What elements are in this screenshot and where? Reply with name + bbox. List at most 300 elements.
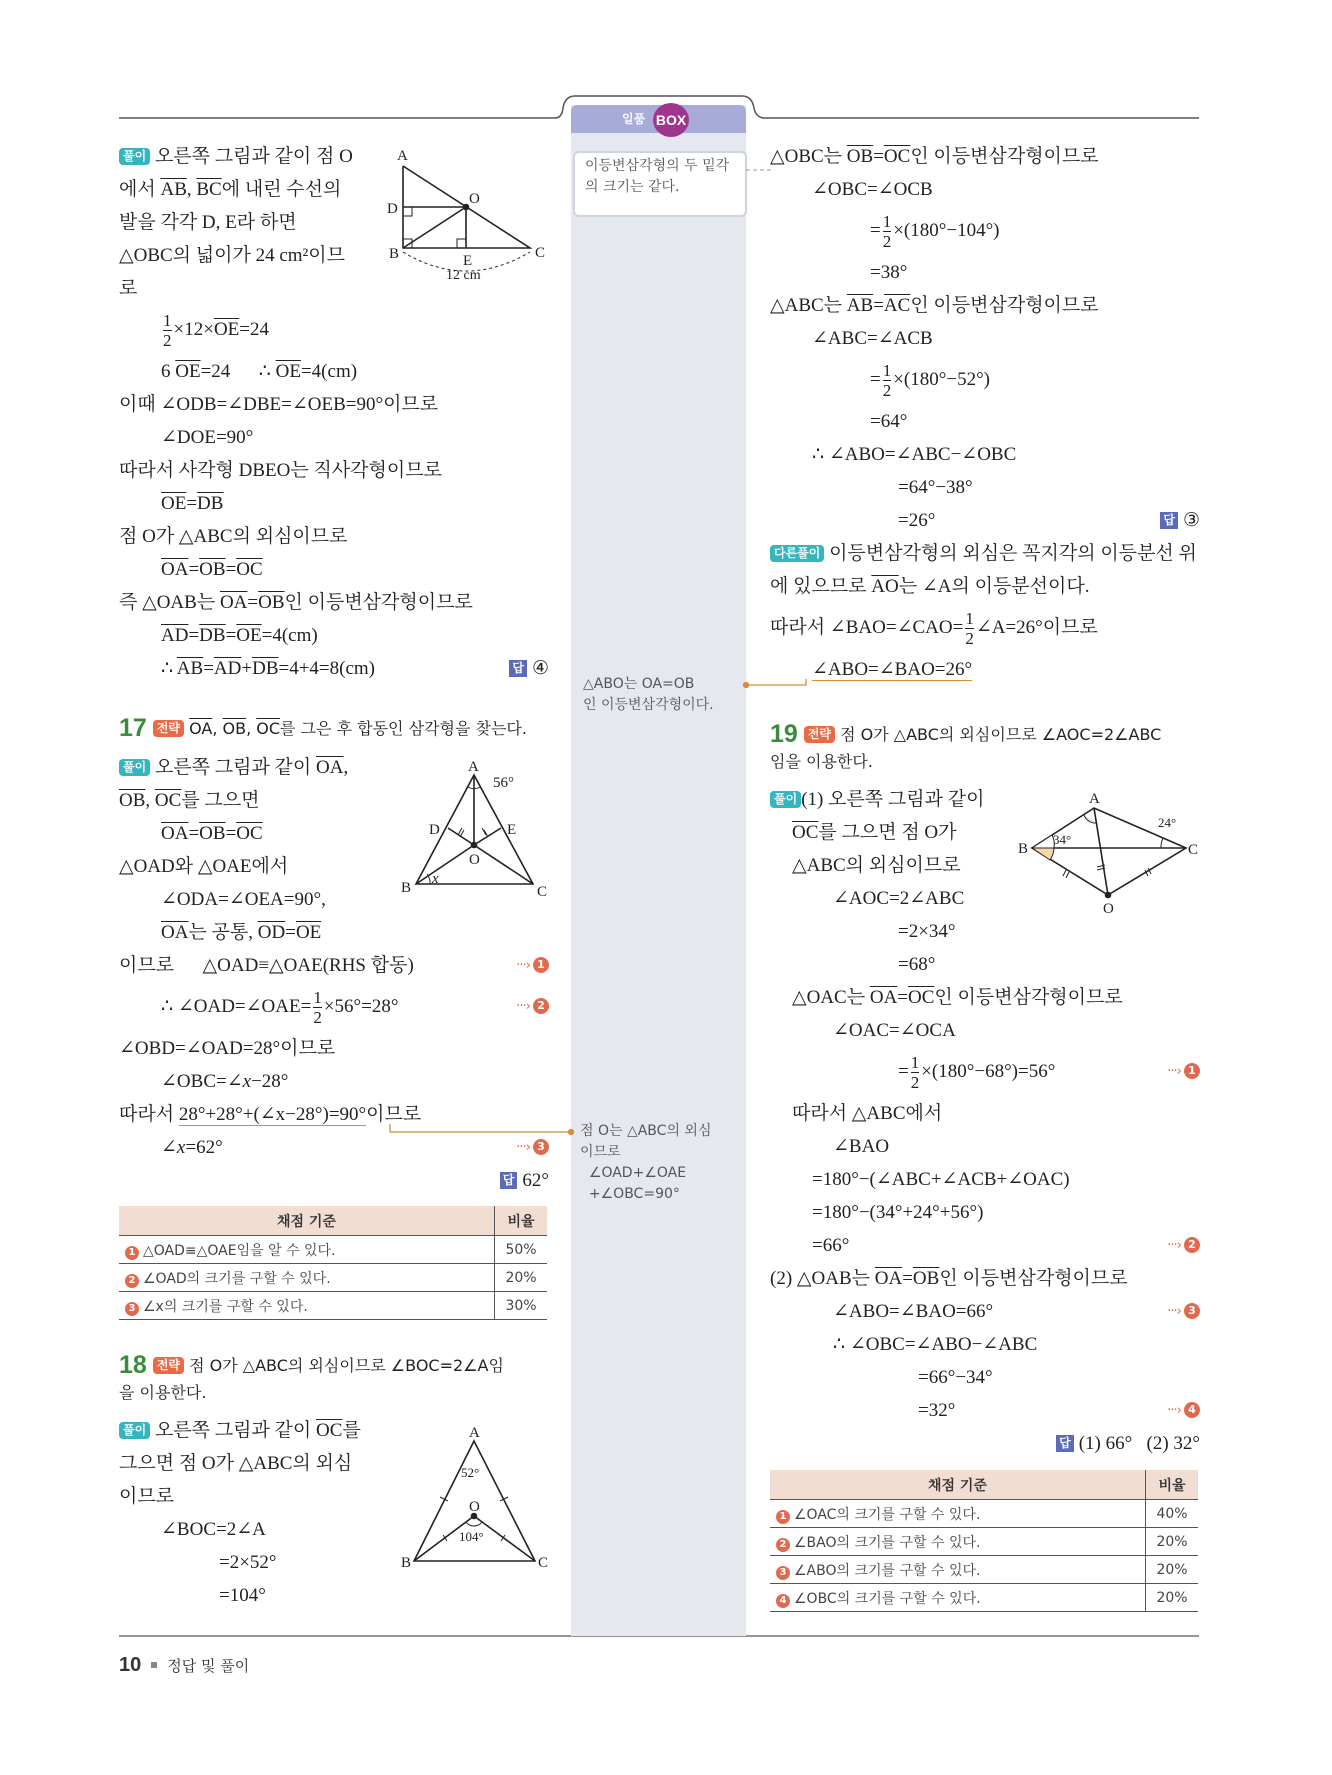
solution-17 [119,751,549,1197]
table-row [770,1500,1198,1528]
solution-line [119,272,549,305]
solution-line [770,256,1200,289]
text-run: ∠OBC=∠OCB [812,179,933,200]
step-marker [516,1131,549,1164]
text-run: 는 공통, [188,922,258,943]
problem-19-header [770,721,1210,775]
label-D: D [387,201,398,217]
solution-line [770,289,1200,322]
answer-icon: 답 [509,660,527,677]
solution-line [770,322,1200,355]
solution-18 [119,1414,549,1612]
footer-title: 정답 및 풀이 [167,1657,250,1675]
table-row [770,1556,1198,1584]
solution-line [770,1427,1200,1460]
text-run: ∴ ∠ABO=∠ABC−∠OBC [812,444,1017,465]
label-B: B [1018,841,1029,857]
label-B: B [401,880,412,896]
solution-badge: 풀이 [770,791,801,808]
numerator: 1 [163,311,172,331]
overline-segment: $\overline{OA}$ [161,559,189,580]
solution-line [770,1047,1200,1097]
text-run: 발을 각각 D, E라 하면 [119,212,297,233]
overline-segment: $\overline{OA}$ [316,757,344,778]
solution-badge: 풀이 [119,148,150,165]
text-run: ×(180°−104°) [893,220,1000,241]
text-run: △OAD와 △OAE에서 [119,856,289,877]
step-number: 1 [533,957,549,973]
text-run: ∠OAC=∠OCA [833,1020,956,1041]
text-run: 에 있으므로 [770,576,872,597]
solution-line [770,1394,1200,1427]
grading-table-19 [770,1470,1198,1612]
solution-line [770,1014,1200,1047]
text-run: 따라서 △ABC에서 [792,1103,943,1124]
label-O: O [469,852,480,868]
solution-line [770,882,1200,915]
solution-line [770,603,1200,653]
answer [1160,504,1200,537]
text-run: =4(cm) [300,361,358,382]
step-number: 4 [776,1594,790,1608]
denominator: 2 [163,331,172,351]
text-run: −28° [251,1071,289,1092]
solution-line [119,1513,549,1546]
step-number: 1 [776,1510,790,1524]
ratio: 40% [1146,1500,1199,1528]
solution-badge: 풀이 [119,1422,150,1439]
text-run: ∠AOC=2∠ABC [833,888,965,909]
overline-segment: $\overline{OE}$ [275,361,301,382]
overline-segment: $\overline{OC}$ [883,146,911,167]
solution-line [119,355,549,388]
step-marker [1167,1295,1200,1328]
text-run: , [212,719,223,738]
overline-segment: $\overline{OC}$ [908,987,935,1008]
solution-line [770,504,1200,537]
problem-number: 17 [119,714,147,742]
strategy-badge: 전략 [804,726,835,743]
solution-line [770,915,1200,948]
table-row [770,1528,1198,1556]
separator-icon [151,1662,157,1668]
text-run: , [186,179,197,200]
solution-line [119,421,549,454]
overline-segment: $\overline{AD}$ [161,625,189,646]
text-run: 이므로 △OAD≡△OAE(RHS 합동) [119,955,414,976]
text-run: 점 O가 △ABC의 외심이므로 [119,526,348,547]
solution-line [119,487,549,520]
step-number: 1 [1184,1063,1200,1079]
text-run: 6 [161,361,176,382]
solution-line [119,1032,549,1065]
ratio: 20% [1146,1528,1199,1556]
text-run: ∴ [161,658,177,679]
solution-line [770,438,1200,471]
overline-segment: $\overline{AD}$ [213,658,242,679]
text-run: 인 이등변삼각형이므로 [910,295,1099,316]
text-run: 점 O가 △ABC의 외심이므로 ∠BOC=2∠A임 [189,1356,504,1375]
strategy-badge: 전략 [153,720,184,737]
overline-segment: $\overline{OB}$ [222,719,247,738]
ratio: 20% [495,1264,548,1292]
numerator: 1 [313,988,322,1008]
step-marker [516,949,549,982]
grading-table-17 [119,1206,547,1320]
text-run: 이등변삼각형의 외심은 꼭지각의 이등분선 위 [824,543,1197,564]
text-run: , [343,757,349,778]
solution-badge: 다른풀이 [770,545,824,562]
text-run: =32° [918,1400,956,1421]
fraction [883,361,892,400]
text-run: 는 ∠A의 이등분선이다. [898,576,1090,597]
solution-line [119,1065,549,1098]
solution-line [119,850,549,883]
problem-number: 19 [770,720,798,748]
overline-segment: $\overline{OC}$ [236,823,263,844]
box-label: BOX [653,103,689,137]
solution-line [119,454,549,487]
text-run: 이때 ∠ODB=∠DBE=∠OEB=90°이므로 [119,394,439,415]
text-run: 에서 [119,179,161,200]
step-marker [1167,1394,1200,1427]
overline-segment: $\overline{BC}$ [196,179,222,200]
text-run: =180°−(34°+24°+56°) [812,1202,984,1223]
solution-line [119,140,549,173]
numerator: 1 [965,609,974,629]
text-run: = [188,625,200,646]
overline-segment: $\overline{OA}$ [161,823,189,844]
text-run: = [902,1268,913,1289]
solution-line [770,1361,1200,1394]
overline-segment: $\overline{OA}$ [869,987,898,1008]
text-run: = [898,1061,909,1082]
overline-segment: $\overline{OA}$ [161,922,189,943]
angle-label: 56° [493,775,514,791]
overline-segment: $\overline{OC}$ [792,822,819,843]
table-header-ratio: 비율 [495,1206,548,1236]
solution-line [770,783,1200,816]
strategy-text-cont: 임을 이용한다. [770,752,873,771]
step-number: 3 [533,1139,549,1155]
text-run: = [188,559,200,580]
fraction [163,311,172,350]
criteria-text: ∠ABO의 크기를 구할 수 있다. [794,1562,981,1579]
overline-segment: $\overline{OB}$ [258,592,285,613]
numerator: 1 [882,212,892,232]
text-run: 인 이등변삼각형이므로 [910,146,1099,167]
answer [500,1164,549,1197]
fraction [883,212,892,251]
denominator: 2 [882,381,892,401]
text-run: = [870,369,881,390]
numerator: 1 [882,361,892,381]
text-run: 오른쪽 그림과 같이 [150,757,317,778]
text-run: ∴ ∠OAD=∠OAE= [161,996,312,1017]
text-run: =4(cm) [261,625,318,646]
text-run: =2×34° [898,921,956,942]
step-number: 3 [125,1302,139,1316]
angle-label-C: 24° [1158,815,1177,830]
step-marker [1167,1047,1200,1097]
step-number: 2 [533,998,549,1014]
overline-segment: $\overline{DB}$ [199,625,226,646]
overline-segment: $\overline{OB}$ [912,1268,940,1289]
label-E: E [463,253,473,269]
text-run: 이므로 [119,1486,175,1507]
solution-line [770,816,1200,849]
solution-line [770,206,1200,256]
text-run: = [188,823,200,844]
solution-line [119,388,549,421]
text-run: ∠A=26°이므로 [975,617,1098,638]
text-run: 를 그은 후 합동인 삼각형을 찾는다. [280,719,527,738]
overline-segment: $\overline{OA}$ [189,719,213,738]
text-run: 따라서 [119,1104,179,1125]
solution-line [119,553,549,586]
text-run: 를 그으면 [181,790,260,811]
underlined-expression: 28°+28°+(∠x−28°)=90° [178,1104,367,1125]
overline-segment: $\overline{OE}$ [175,361,201,382]
solution-badge: 풀이 [119,759,150,776]
text-run: ∠ABO=∠BAO=66° [833,1301,994,1322]
text-run: 를 [342,1420,361,1441]
label-O: O [469,1499,480,1515]
step-number: 2 [776,1538,790,1552]
solution-line [770,1229,1200,1262]
solution-line [119,652,549,685]
text-run: = [285,922,296,943]
solution-line [119,1480,549,1513]
text-run: = [225,823,237,844]
text-run: ∠OBD=∠OAD=28°이므로 [119,1038,336,1059]
label-C: C [535,245,546,261]
text-run: + [241,658,253,679]
table-header-ratio: 비율 [1146,1470,1199,1500]
variable: x [176,1137,186,1158]
text-run: △ABC의 외심이므로 [792,855,961,876]
text-run: ∠BOC=2∠A [161,1519,266,1540]
table-header-criteria: 채점 기준 [119,1206,495,1236]
text-run: = [873,146,884,167]
side-note: △ABO는 OA=OB 인 이등변삼각형이다. [583,676,714,713]
label-A: A [397,148,408,164]
fraction [911,1053,920,1092]
text-run: =180°−(∠ABC+∠ACB+∠OAC) [812,1169,1070,1190]
label-B: B [401,1555,412,1571]
denominator: 2 [313,1008,322,1028]
box-label-prefix: 일품 [622,112,646,126]
angle-label-O: 104° [459,1529,484,1544]
solution-line [119,1131,549,1164]
table-row [119,1292,547,1320]
text-run: △ABC는 [770,295,847,316]
text-run: = [873,295,884,316]
text-run: ∠ [161,1137,177,1158]
solution-line [770,570,1200,603]
text-run: 인 이등변삼각형이므로 [939,1268,1128,1289]
solution-line [119,619,549,652]
solution-line [770,849,1200,882]
text-run: 를 그으면 점 O가 [818,822,957,843]
answer-icon: 답 [500,1172,518,1189]
text-run: 이므로 [366,1104,422,1125]
ratio: 20% [1146,1556,1199,1584]
criteria-text: △OAD≡△OAE임을 알 수 있다. [143,1242,336,1259]
denominator: 2 [910,1073,920,1093]
overline-segment: $\overline{OA}$ [219,592,248,613]
fraction [313,988,322,1027]
solution-line [119,520,549,553]
text-run: 따라서 ∠BAO=∠CAO= [770,617,964,638]
table-row [119,1264,547,1292]
solution-line [770,1097,1200,1130]
table-row [770,1584,1198,1612]
overline-segment: $\overline{OC}$ [236,559,263,580]
solution-line [770,537,1200,570]
label-D: D [429,822,440,838]
answer [1056,1427,1200,1460]
label-O: O [469,191,480,207]
step-number: 4 [1184,1402,1200,1418]
strategy-text [840,725,1161,744]
answer-value: 62° [522,1170,549,1191]
overline-segment: $\overline{DB}$ [252,658,279,679]
solution-line [119,586,549,619]
text-run: 점 O가 △ABC의 외심이므로 ∠AOC=2∠ABC [840,725,1162,744]
label-A: A [468,759,479,775]
overline-segment: $\overline{AB}$ [176,658,204,679]
text-run: = [225,559,237,580]
answer-value: (1) 66° (2) 32° [1078,1433,1200,1454]
strategy-text [189,719,527,738]
side-note: 점 O는 △ABC의 외심 이므로 ∠OAD+∠OAE +∠OBC=90° [580,1123,712,1202]
solution-line [119,817,549,850]
denominator: 2 [882,232,892,252]
overline-segment: $\overline{OB}$ [199,559,226,580]
text-run: =66°−34° [918,1367,993,1388]
solution-line [119,784,549,817]
denominator: 2 [965,629,974,649]
text-run: =26° [898,510,936,531]
overline-segment: $\overline{OE}$ [213,319,240,340]
problem-17-header [119,715,551,742]
text-run: ×(180°−52°) [893,369,990,390]
text-run: ×56°=28° [323,996,399,1017]
solution-line [770,653,1200,686]
solution-19 [770,783,1200,1460]
variable: x [242,1071,252,1092]
label-A: A [469,1425,480,1441]
text-run: = [225,625,237,646]
label-O: O [1103,901,1114,917]
text-run: =66° [812,1235,850,1256]
step-number: 2 [125,1274,139,1288]
solution-line [119,982,549,1032]
problem-number: 18 [119,1351,147,1379]
fraction [965,609,974,648]
solution-line [119,305,549,355]
answer-value: ③ [1182,510,1200,531]
step-number: 3 [776,1566,790,1580]
label-length: 12 cm [446,268,481,283]
solution-line [770,948,1200,981]
criteria-text: ∠OAC의 크기를 구할 수 있다. [794,1506,981,1523]
side-note: 이등변삼각형의 두 밑각 의 크기는 같다. [573,151,747,217]
overline-segment: $\overline{AO}$ [871,576,899,597]
solution-line [770,405,1200,438]
solution-line [119,916,549,949]
step-marker [1167,1229,1200,1262]
overline-segment: $\overline{OC}$ [154,790,182,811]
strategy-text-cont: 을 이용한다. [119,1383,207,1402]
text-run: ∠DOE=90° [161,427,254,448]
ratio: 30% [495,1292,548,1320]
text-run: 에 내린 수선의 [221,179,342,200]
step-number: 1 [125,1246,139,1260]
answer-value: ④ [531,658,549,679]
label-C: C [537,884,548,900]
overline-segment: $\overline{DB}$ [197,493,224,514]
overline-segment: $\overline{OB}$ [199,823,226,844]
text-run: (1) 오른쪽 그림과 같이 [801,789,985,810]
solution-18-cont [770,140,1200,686]
angle-label-A: 52° [461,1465,480,1480]
solution-16 [119,140,549,685]
solution-line [119,206,549,239]
label-B: B [389,246,400,262]
problem-18-header [119,1352,551,1406]
text-run: = [203,658,214,679]
solution-line [119,751,549,784]
solution-line [770,355,1200,405]
criteria-text: ∠BAO의 크기를 구할 수 있다. [794,1534,981,1551]
overline-segment: $\overline{AB}$ [160,179,187,200]
text-run: 즉 △OAB는 [119,592,220,613]
text-run: , [246,719,257,738]
label-C: C [1188,842,1199,858]
solution-line [119,949,549,982]
step-number: 3 [1184,1303,1200,1319]
label-E: E [507,822,517,838]
text-run: = [870,220,881,241]
text-run: ∴ ∠OBC=∠ABO−∠ABC [833,1334,1038,1355]
text-run: ∠OBC=∠ [161,1071,243,1092]
solution-line [770,1262,1200,1295]
overline-segment: $\overline{OA}$ [874,1268,903,1289]
step-marker [516,982,549,1032]
text-run: =64° [870,411,908,432]
text-run: 인 이등변삼각형이므로 [934,987,1123,1008]
answer [509,652,549,685]
solution-line [770,140,1200,173]
overline-segment: $\overline{AC}$ [883,295,911,316]
solution-line [770,981,1200,1014]
strategy-badge: 전략 [153,1357,184,1374]
text-run: =2×52° [219,1552,277,1573]
label-x: x [432,871,439,887]
overline-segment: $\overline{OB}$ [846,146,874,167]
step-number: 2 [1184,1237,1200,1253]
solution-line [770,1163,1200,1196]
solution-line [119,1579,549,1612]
text-run: =68° [898,954,936,975]
criteria-text: ∠x의 크기를 구할 수 있다. [143,1298,308,1315]
text-run: ∠ODA=∠OEA=90°, [161,889,326,910]
overline-segment: $\overline{OE}$ [161,493,187,514]
text-run: = [897,987,909,1008]
ratio: 20% [1146,1584,1199,1612]
